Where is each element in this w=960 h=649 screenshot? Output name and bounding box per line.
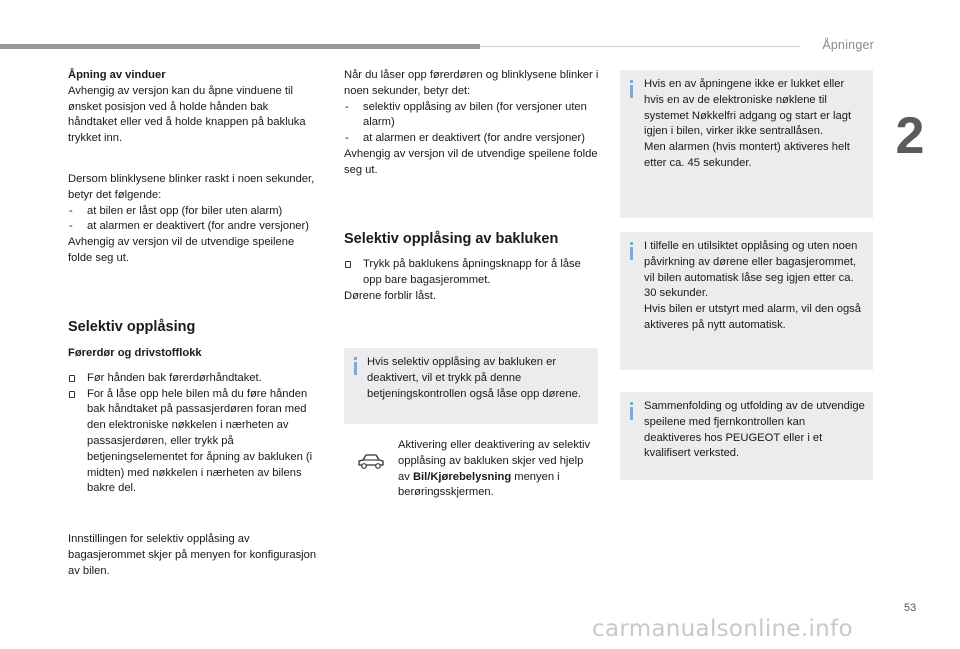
setting-info — [68, 532, 320, 579]
info-note-central-locking: Hvis en av åpningene ikke er lukket eller hvis en av de elektroniske nøklene til systemet Nøkkelfri adgang og start er lagt igjen i bilen, virker ikke sentrallåsen. Men alarmen (hvis montert) aktiveres helt etter ca. 45 sekunder. — [620, 70, 873, 218]
column-2 — [344, 68, 600, 179]
windows-text: Avhengig av versjon kan du åpne vinduene til ønsket posisjon ved å holde hånden bak håndtaket eller ved å holde knappen på bakluka trykket inn. — [68, 84, 306, 145]
info-icon — [630, 85, 633, 98]
doors-locked-text: Dørene forblir låst. — [344, 289, 437, 302]
windows-title: Åpning av vinduer — [68, 69, 166, 81]
list-item: - at alarmen er deaktivert (for andre versjoner) — [345, 132, 585, 145]
chapter-number: 2 — [895, 107, 925, 165]
watermark: carmanualsonline.info — [592, 616, 853, 642]
car-menu-note — [344, 428, 598, 508]
section-title: Åpninger — [822, 38, 874, 52]
info-note-mirrors: Sammenfolding og utfolding av de utvendige speilene med fjernkontrollen kan deaktiveres hos PEUGEOT eller i et kvalifisert verksted. — [620, 392, 873, 480]
car-menu-text: Aktivering eller deaktivering av selektiv opplåsing av bakluken skjer ved hjelp av Bil/Kjørebelysning menyen i berøringsskjermen. — [398, 439, 591, 499]
info-icon — [630, 407, 633, 420]
list-item: - at bilen er låst opp (for biler uten alarm) — [69, 204, 283, 217]
lock-intro: Når du låser opp førerdøren og blinklysene blinker i noen sekunder, betyr det: — [344, 69, 599, 97]
step-bullet-icon — [345, 261, 351, 268]
header-rule-light — [480, 46, 800, 47]
list-item: - at alarmen er deaktivert (for andre versjoner) — [69, 220, 309, 233]
info-note-auto-relock: I tilfelle en utilsiktet opplåsing og uten noen påvirkning av dørene eller bagasjerommet, vil bilen automatisk låse seg igjen etter ca. 30 sekunder. Hvis bilen er utstyrt med alarm, vil den også aktiveres på nytt automatisk. — [620, 232, 873, 370]
page-number: 53 — [904, 602, 917, 614]
blink-intro: Dersom blinklysene blinker raskt i noen sekunder, betyr det følgende: — [68, 173, 315, 201]
step-item: Trykk på baklukens åpningsknapp for å låse opp bare bagasjerommet. — [344, 257, 600, 289]
info-note-tailgate: Hvis selektiv opplåsing av bakluken er deaktivert, vil et trykk på denne betjeningskontrollen også låse opp dørene. — [344, 348, 598, 424]
car-icon — [356, 452, 386, 472]
heading-selective-unlock: Selektiv opplåsing — [68, 319, 196, 335]
step-bullet-icon — [69, 391, 75, 398]
column-1 — [68, 68, 320, 147]
step-item: Før hånden bak førerdørhåndtaket. — [68, 371, 326, 387]
step-item: For å låse opp hele bilen må du føre hånden bak håndtaket på passasjerdøren foran med den elektroniske nøkkelen i nærheten av passasjerdøren, eller trykk på betjeningselementet for åpning av bakluken (i midten) med nøkkelen i nærheten av bilens bakre del. — [68, 387, 326, 498]
tailgate-section — [344, 230, 600, 304]
lock-outro: Avhengig av versjon vil de utvendige speilene folde seg ut. — [344, 147, 598, 176]
setting-text: Innstillingen for selektiv opplåsing av bagasjerommet skjer på menyen for konfigurasjon av bilen. — [68, 533, 317, 577]
selective-unlock-section — [68, 318, 326, 497]
header-rule-dark — [0, 44, 480, 49]
subheading-driver-door: Førerdør og drivstofflokk — [68, 347, 202, 359]
blink-info — [68, 172, 320, 267]
list-item: - selektiv opplåsing av bilen (for versjoner uten alarm) — [345, 100, 587, 129]
heading-tailgate: Selektiv opplåsing av bakluken — [344, 231, 559, 247]
blink-outro: Avhengig av versjon vil de utvendige speilene folde seg ut. — [68, 236, 295, 264]
info-icon — [354, 362, 357, 375]
info-icon — [630, 247, 633, 260]
step-bullet-icon — [69, 375, 75, 382]
